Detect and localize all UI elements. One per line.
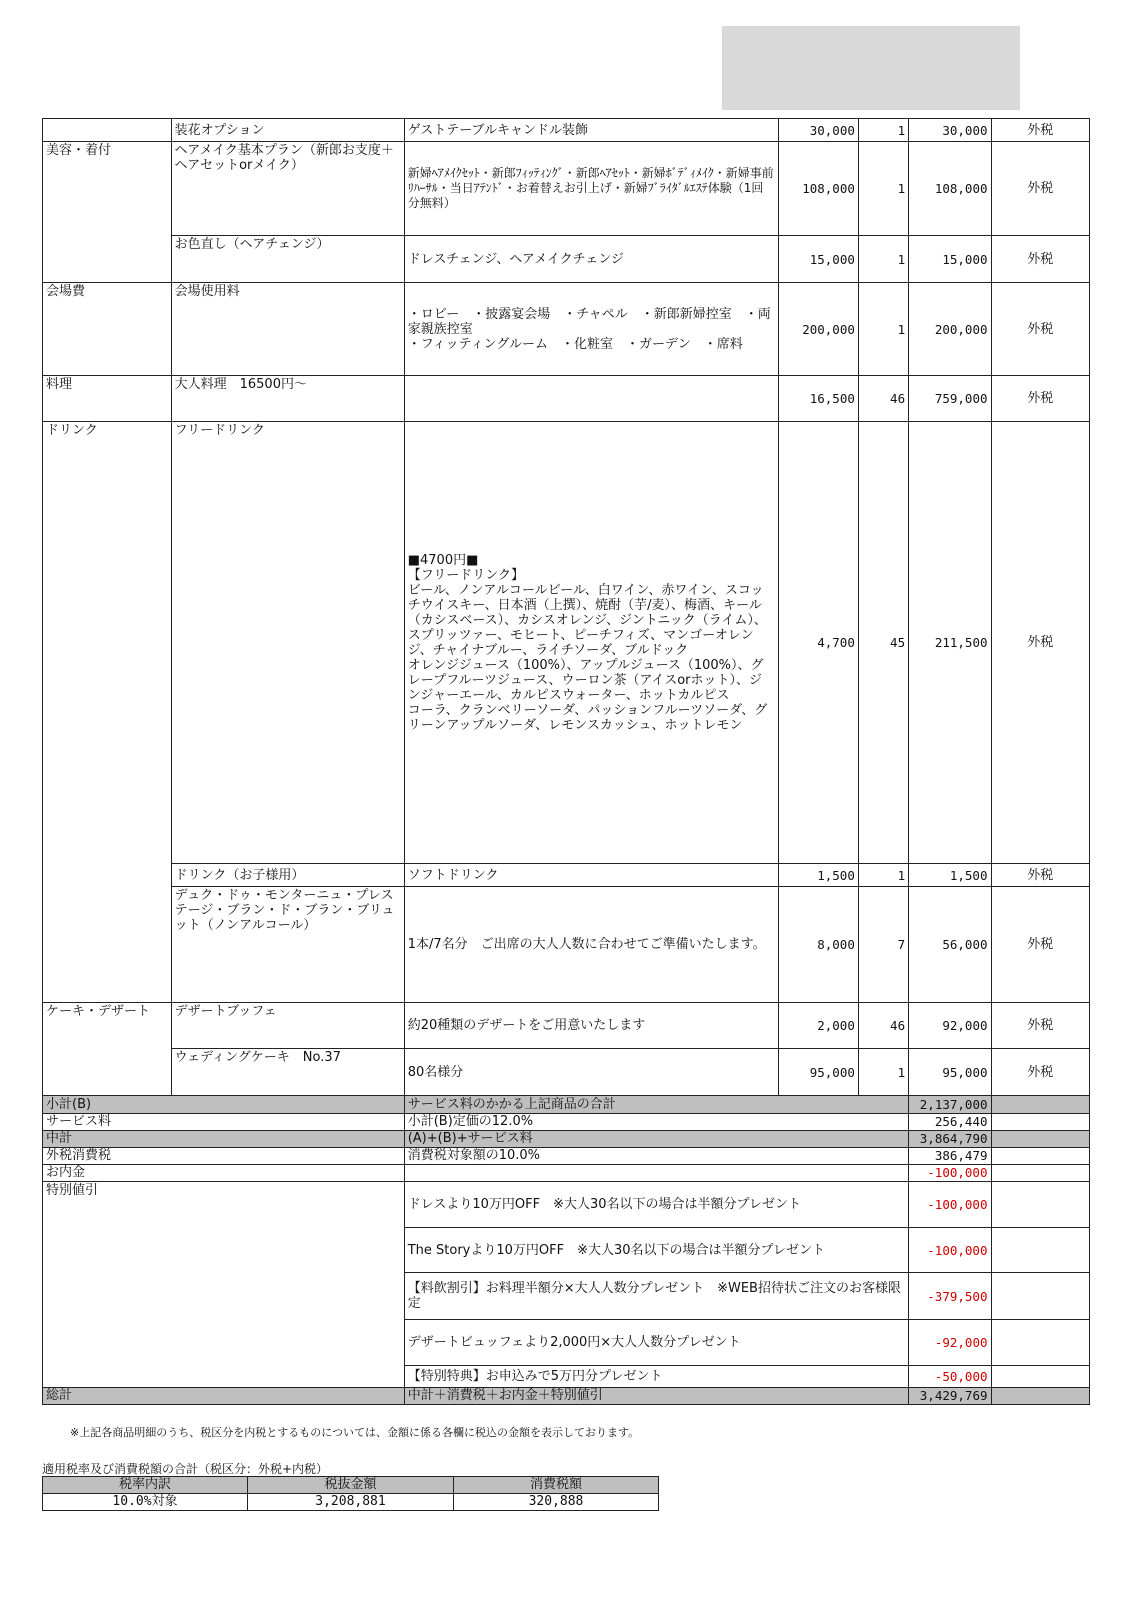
item-name-cell: ドリンク（お子様用） [171,864,404,887]
empty-cell [991,1228,1090,1273]
amount-cell: 1,500 [909,864,991,887]
summary-label: 中計 [43,1131,405,1148]
tax-type-cell: 外税 [991,422,1090,864]
qty-cell: 46 [858,376,908,422]
unit-price-cell: 16,500 [778,376,858,422]
category-cell: 美容・着付 [43,142,172,283]
tax-type-cell: 外税 [991,1049,1090,1096]
empty-cell [991,1165,1090,1182]
amount-cell: 56,000 [909,887,991,1003]
item-name-cell: 会場使用料 [171,283,404,376]
tax-header-row [43,1477,659,1494]
item-desc-cell: ゲストテーブルキャンドル装飾 [404,119,778,142]
consumption-tax-row [43,1148,1090,1165]
amount-cell: 30,000 [909,119,991,142]
item-name-cell: 大人料理 16500円～ [171,376,404,422]
empty-cell [991,1148,1090,1165]
item-name-cell: デュク・ドゥ・モンターニュ・プレステージ・ブラン・ド・ブラン・ブリュット（ノンアルコール） [171,887,404,1003]
unit-price-cell: 30,000 [778,119,858,142]
item-name-cell: ウェディングケーキ No.37 [171,1049,404,1096]
amount-cell: 15,000 [909,236,991,283]
qty-cell: 1 [858,236,908,283]
tax-summary-title: 適用税率及び消費税額の合計（税区分：外税+内税） [42,1462,329,1476]
empty-cell [991,1114,1090,1131]
discount-amount: -100,000 [909,1182,991,1228]
table-row [43,283,1090,376]
summary-label: 小計(B) [43,1096,405,1114]
summary-desc: サービス料のかかる上記商品の合計 [404,1096,908,1114]
tax-rate-cell: 10.0%対象 [43,1494,248,1511]
table-row [43,236,1090,283]
unit-price-cell: 4,700 [778,422,858,864]
item-desc-cell: ドレスチェンジ、ヘアメイクチェンジ [404,236,778,283]
empty-cell [991,1096,1090,1114]
unit-price-cell: 108,000 [778,142,858,236]
middle-total-row [43,1131,1090,1148]
summary-amount: 3,429,769 [909,1388,991,1405]
unit-price-cell: 15,000 [778,236,858,283]
amount-cell: 200,000 [909,283,991,376]
tax-type-cell: 外税 [991,376,1090,422]
table-row [43,1003,1090,1049]
qty-cell: 1 [858,142,908,236]
item-desc-cell: 1本/7名分 ご出席の大人人数に合わせてご準備いたします。 [404,887,778,1003]
unit-price-cell: 2,000 [778,1003,858,1049]
table-row [43,1049,1090,1096]
tax-type-cell: 外税 [991,119,1090,142]
footnote: ※上記各商品明細のうち、税区分を内税とするものについては、金額に係る各欄に税込の金額を表示しております。 [70,1426,640,1439]
summary-desc: 消費税対象額の10.0% [404,1148,908,1165]
tax-amount-cell: 320,888 [454,1494,659,1511]
item-desc-cell: 80名様分 [404,1049,778,1096]
unit-price-cell: 95,000 [778,1049,858,1096]
table-row [43,864,1090,887]
subtotal-b-row [43,1096,1090,1114]
table-row [43,142,1090,236]
summary-desc: 小計(B)定価の12.0% [404,1114,908,1131]
amount-cell: 759,000 [909,376,991,422]
discount-desc: The Storyより10万円OFF ※大人30名以下の場合は半額分プレゼント [404,1228,908,1273]
discount-desc: 【特別特典】お申込みで5万円分プレゼント [404,1366,908,1388]
empty-cell [991,1131,1090,1148]
category-cell: 料理 [43,376,172,422]
unit-price-cell: 200,000 [778,283,858,376]
tax-type-cell: 外税 [991,236,1090,283]
tax-base-cell: 3,208,881 [248,1494,454,1511]
discount-amount: -92,000 [909,1320,991,1366]
summary-label: 総計 [43,1388,405,1405]
item-desc-cell [404,376,778,422]
discount-amount: -50,000 [909,1366,991,1388]
table-row [43,887,1090,1003]
item-desc-cell: ・ロビー ・披露宴会場 ・チャペル ・新郎新婦控室 ・両家親族控室 ・フィッティングルーム ・化粧室 ・ガーデン ・席料 [404,283,778,376]
qty-cell: 1 [858,119,908,142]
summary-amount: -100,000 [909,1165,991,1182]
amount-cell: 108,000 [909,142,991,236]
discount-desc: 【料飲割引】お料理半額分×大人人数分プレゼント ※WEB招待状ご注文のお客様限定 [404,1273,908,1320]
tax-type-cell: 外税 [991,887,1090,1003]
amount-cell: 92,000 [909,1003,991,1049]
item-desc-cell: ソフトドリンク [404,864,778,887]
empty-cell [991,1182,1090,1228]
redacted-block [722,26,1020,110]
discount-desc: ドレスより10万円OFF ※大人30名以下の場合は半額分プレゼント [404,1182,908,1228]
summary-label: 特別値引 [43,1182,405,1388]
unit-price-cell: 8,000 [778,887,858,1003]
qty-cell: 45 [858,422,908,864]
category-cell: ケーキ・デザート [43,1003,172,1096]
grand-total-row [43,1388,1090,1405]
summary-amount: 3,864,790 [909,1131,991,1148]
discount-row [43,1182,1090,1228]
discount-amount: -100,000 [909,1228,991,1273]
item-desc-cell: ■4700円■ 【フリードリンク】 ビール、ノンアルコールビール、白ワイン、赤ワイン、スコッチウイスキー、日本酒（上撰）、焼酎（芋/麦）、梅酒、キール（カシスベース）、カシスオレンジ、ジントニック（ライム）、スプリッツァー、モヒート、ピーチフィズ、マンゴーオレンジ、チャイナブルー、ライチソーダ、ブルドック オレンジジュース（100%）、アップルジュース（100%）、グレープフルーツジュース、ウーロン茶（アイスorホット）、ジンジャーエール、カルピスウォーター、ホットカルピス コーラ、クランベリーソーダ、パッションフルーツソーダ、グリーンアップルソーダ、レモンスカッシュ、ホットレモン [404,422,778,864]
tax-header-rate: 税率内訳 [43,1477,248,1494]
item-name-cell: 装花オプション [171,119,404,142]
estimate-table [42,118,1090,1405]
summary-amount: 256,440 [909,1114,991,1131]
tax-header-tax: 消費税額 [454,1477,659,1494]
category-cell: 会場費 [43,283,172,376]
item-name-cell: フリードリンク [171,422,404,864]
empty-cell [991,1273,1090,1320]
tax-type-cell: 外税 [991,142,1090,236]
summary-label: 外税消費税 [43,1148,405,1165]
summary-label: お内金 [43,1165,405,1182]
tax-type-cell: 外税 [991,864,1090,887]
summary-amount: 2,137,000 [909,1096,991,1114]
item-name-cell: デザートブッフェ [171,1003,404,1049]
item-desc-cell: 新婦ﾍｱﾒｲｸｾｯﾄ・新郎ﾌｨｯﾃｨﾝｸﾞ・新郎ﾍｱｾｯﾄ・新婦ﾎﾞﾃﾞｨﾒｲｸ・新婦事前ﾘﾊｰｻﾙ・当日ｱﾃﾝﾄﾞ・お着替えお引上げ・新婦ﾌﾞﾗｲﾀﾞﾙｴｽﾃ体験（1回分無料） [404,142,778,236]
item-name-cell: お色直し（ヘアチェンジ） [171,236,404,283]
tax-summary-table [42,1476,659,1511]
empty-cell [991,1388,1090,1405]
discount-desc: デザートビュッフェより2,000円×大人人数分プレゼント [404,1320,908,1366]
qty-cell: 1 [858,864,908,887]
summary-label: サービス料 [43,1114,405,1131]
empty-cell [991,1366,1090,1388]
qty-cell: 1 [858,1049,908,1096]
category-cell [43,119,172,142]
unit-price-cell: 1,500 [778,864,858,887]
summary-amount: 386,479 [909,1148,991,1165]
qty-cell: 1 [858,283,908,376]
table-row [43,422,1090,864]
deposit-row [43,1165,1090,1182]
discount-amount: -379,500 [909,1273,991,1320]
amount-cell: 95,000 [909,1049,991,1096]
tax-value-row [43,1494,659,1511]
summary-desc: (A)+(B)+サービス料 [404,1131,908,1148]
qty-cell: 46 [858,1003,908,1049]
summary-desc: 中計＋消費税＋お内金＋特別値引 [404,1388,908,1405]
item-desc-cell: 約20種類のデザートをご用意いたします [404,1003,778,1049]
category-cell: ドリンク [43,422,172,1003]
tax-type-cell: 外税 [991,1003,1090,1049]
qty-cell: 7 [858,887,908,1003]
tax-header-base: 税抜金額 [248,1477,454,1494]
table-row [43,119,1090,142]
amount-cell: 211,500 [909,422,991,864]
table-row [43,376,1090,422]
empty-cell [991,1320,1090,1366]
service-charge-row [43,1114,1090,1131]
summary-desc [404,1165,908,1182]
tax-type-cell: 外税 [991,283,1090,376]
item-name-cell: ヘアメイク基本プラン（新郎お支度＋ヘアセットorメイク） [171,142,404,236]
